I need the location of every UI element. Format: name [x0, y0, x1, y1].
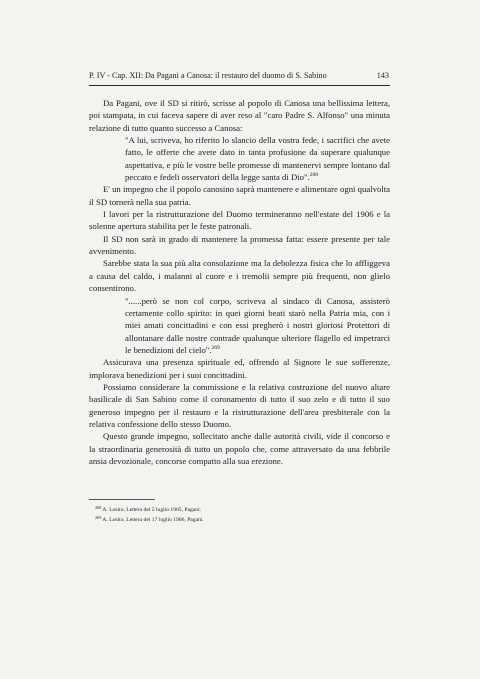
footnote: $^{269}$ A. Losito, Lettera del 17 luglio 1906, Pagani. — [95, 515, 204, 524]
paragraph: E' un impegno che il popolo canosino saprà mantenere e alimentare ogni qualvolta il SD tornerà nella sua patria. — [89, 184, 390, 207]
footnote: $^{268}$ A. Losito, Lettera del 5 luglio 1905, Pagani. — [95, 505, 202, 513]
footnote-rule — [89, 499, 155, 500]
paragraph: Assicurava una presenza spirituale ed, offrendo al Signore le sue sofferenze, implorava benedizioni per i suoi concittadini. — [89, 357, 390, 380]
footnotes — [89, 504, 339, 525]
running-header-title: P. IV - Cap. XII: Da Pagani a Canosa: il restauro del duomo di S. Sabino — [89, 71, 327, 80]
paragraph: Il SD non sarà in grado di mantenere la promessa fatta: essere presente per tale avvenimento. — [89, 233, 390, 257]
paragraph: Da Pagani, ove il SD si ritirò, scrisse al popolo di Canosa una bellissima lettera, poi stampata, in cui faceva sapere di aver reso al "caro Padre S. Alfonso" una minuta relazione di tutto quanto successo a Canosa: — [89, 98, 390, 133]
page-number: 143 — [376, 71, 389, 80]
header-rule — [89, 85, 390, 86]
block-quote: "A lui, scriveva, ho riferito lo slancio della vostra fede, i sacrifici che avete fatto, le offerte che avete dato in tanta profusione da superare qualunque aspettativa, e più le vostre belle promesse di mantenervi sempre lontano dal peccato e fedeli osservatori della legge santa di Dio".$^{268}$ — [125, 135, 390, 183]
paragraph: Possiamo considerare la commissione e la relativa costruzione del nuovo altare basilicale di San Sabino come il coronamento di tutto il suo zelo e di tutto il suo generoso impegno per il restauro e la ristrutturazione dell'area presbiterale con la relativa confessione dello stesso Duomo. — [89, 381, 390, 429]
footnote-ref: 268 — [309, 172, 318, 179]
footnote-number: 268 — [95, 505, 102, 510]
paragraph: Questo grande impegno, sollecitato anche dalle autorità civili, vide il concorso e la straordinaria generosità di tutto un popolo che, come attraversato da una febbrile ansia devozionale, concorse compatto alla sua erezione. — [89, 431, 390, 466]
paragraph: Sarebbe stata la sua più alta consolazione ma la debolezza fisica che lo affliggeva a causa del caldo, i malanni al cuore e i tremolii sempre più frequenti, non glielo consentirono. — [89, 258, 390, 294]
paragraph: I lavori per la ristrutturazione del Duomo termineranno nell'estate del 1906 e la solenne apertura stabilita per le feste patronali. — [89, 209, 390, 232]
body-text — [89, 97, 390, 467]
block-quote: "......però se non col corpo, scriveva al sindaco di Canosa, assisterò certamente collo spirito: in quei giorni beati starò nella Patria mia, con i miei amati concittadini e con essi pregherò i nostri gloriosi Protettori di allontanare dalle nostre contrade qualunque ulteriore flagello ed impetrarci le benedizioni del cielo".$^{269}$ — [125, 295, 390, 355]
footnote-number: 269 — [95, 515, 102, 521]
footnote-ref: 269 — [211, 344, 220, 351]
